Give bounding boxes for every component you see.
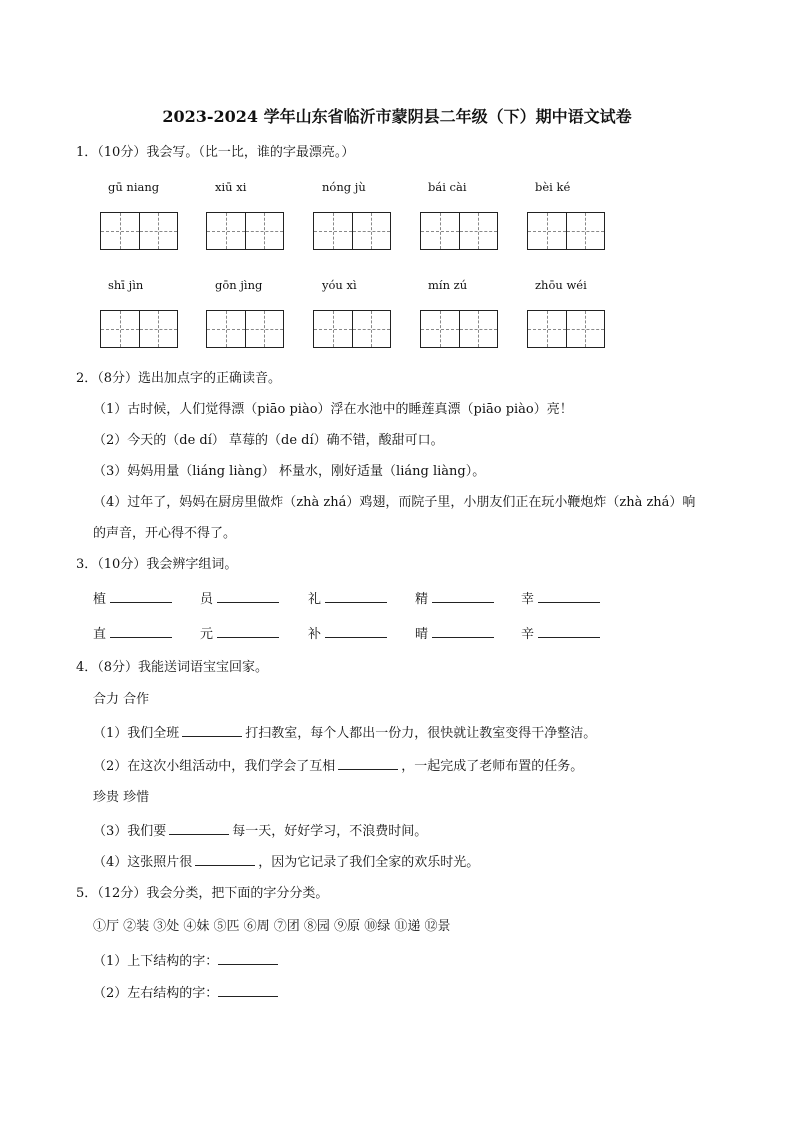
q4-item [93, 822, 427, 841]
char-blank-item[interactable] [521, 590, 600, 609]
char: 补 [308, 627, 322, 642]
q5-item [93, 984, 278, 1003]
q4-item-text: 打扫教室，每个人都出一份力，很快就让教室变得干净整洁。 [245, 726, 597, 741]
pinyin: zhōu wéi [535, 278, 587, 292]
char-blank-item[interactable] [93, 625, 172, 644]
page-title: 2023-2024 学年山东省临沂市蒙阴县二年级（下）期中语文试卷 [162, 107, 632, 126]
char: 元 [200, 627, 214, 642]
pinyin: mín zú [428, 278, 468, 292]
q4-item-text: （3）我们要 [93, 824, 167, 839]
q2-item-cont: 的声音，开心得不得了。 [93, 526, 237, 541]
q2-item: （2）今天的（de dí） 草莓的（de dí）确不错，酸甜可口。 [93, 433, 444, 448]
q2-item: （4）过年了，妈妈在厨房里做炸（zhà zhá）鸡翅，而院子里，小朋友们正在玩小鞭炮炸（zhà zhá）响 [93, 495, 696, 510]
pinyin: gū niang [108, 180, 160, 194]
answer-blank[interactable] [432, 625, 494, 638]
answer-blank[interactable] [217, 625, 279, 638]
q4-item-text: （2）在这次小组活动中，我们学会了互相 [93, 759, 336, 774]
word-choices: 珍贵 珍惜 [93, 790, 150, 805]
writing-grid[interactable] [420, 310, 498, 348]
writing-grid[interactable] [420, 212, 498, 250]
char-blank-item[interactable] [415, 625, 494, 644]
answer-blank[interactable] [338, 757, 398, 770]
answer-blank[interactable] [195, 853, 255, 866]
pinyin: shī jìn [108, 278, 144, 292]
q4-item-text: 每一天，好好学习，不浪费时间。 [232, 824, 428, 839]
q4-heading: 4．（8分）我能送词语宝宝回家。 [76, 660, 269, 675]
char: 幸 [521, 592, 535, 607]
answer-blank[interactable] [110, 625, 172, 638]
q4-item-text: （4）这张照片很 [93, 855, 193, 870]
answer-blank[interactable] [538, 625, 600, 638]
writing-grid[interactable] [206, 310, 284, 348]
writing-grid[interactable] [206, 212, 284, 250]
pinyin: yóu xì [322, 278, 357, 292]
char: 辛 [521, 627, 535, 642]
q2-item: （1）古时候，人们觉得漂（piāo piào）浮在水池中的睡莲真漂（piāo piào）亮！ [93, 402, 573, 417]
writing-grid[interactable] [527, 212, 605, 250]
answer-blank[interactable] [182, 724, 242, 737]
q2-heading: 2．（8分）选出加点字的正确读音。 [76, 371, 282, 386]
char-blank-item[interactable] [200, 590, 279, 609]
pinyin: xiū xi [215, 180, 247, 194]
char-blank-item[interactable] [308, 625, 387, 644]
char-blank-item[interactable] [200, 625, 279, 644]
char-blank-item[interactable] [93, 590, 172, 609]
char: 植 [93, 592, 107, 607]
q4-item [93, 724, 596, 743]
answer-blank[interactable] [432, 590, 494, 603]
q5-item-label: （1）上下结构的字： [93, 954, 219, 969]
writing-grid[interactable] [100, 310, 178, 348]
q4-item-text: （1）我们全班 [93, 726, 180, 741]
q4-item-text: ，一起完成了老师布置的任务。 [401, 759, 584, 774]
writing-grid[interactable] [527, 310, 605, 348]
q1-heading: 1．（10分）我会写。（比一比，谁的字最漂亮。） [76, 145, 355, 160]
char: 精 [415, 592, 429, 607]
char-list: ①厅 ②装 ③处 ④妹 ⑤匹 ⑥周 ⑦团 ⑧园 ⑨原 ⑩绿 ⑪递 ⑫景 [93, 919, 451, 934]
answer-blank[interactable] [538, 590, 600, 603]
q5-heading: 5．（12分）我会分类，把下面的字分分类。 [76, 886, 329, 901]
answer-blank[interactable] [325, 590, 387, 603]
answer-blank[interactable] [218, 952, 278, 965]
answer-blank[interactable] [325, 625, 387, 638]
char-blank-item[interactable] [308, 590, 387, 609]
writing-grid[interactable] [100, 212, 178, 250]
answer-blank[interactable] [169, 822, 229, 835]
char-blank-item[interactable] [521, 625, 600, 644]
q5-item-label: （2）左右结构的字： [93, 986, 219, 1001]
q4-item [93, 757, 583, 776]
q3-heading: 3．（10分）我会辨字组词。 [76, 557, 238, 572]
char: 员 [200, 592, 214, 607]
pinyin: bèi ké [535, 180, 571, 194]
char-blank-item[interactable] [415, 590, 494, 609]
char: 晴 [415, 627, 429, 642]
char: 礼 [308, 592, 322, 607]
answer-blank[interactable] [218, 984, 278, 997]
q5-item [93, 952, 278, 971]
char: 直 [93, 627, 107, 642]
pinyin: gōn jìng [215, 278, 263, 292]
pinyin: nóng jù [322, 180, 366, 194]
q2-item: （3）妈妈用量（liáng liàng） 杯量水，刚好适量（liáng liàng）。 [93, 464, 486, 479]
q4-item-text: ，因为它记录了我们全家的欢乐时光。 [258, 855, 480, 870]
writing-grid[interactable] [313, 310, 391, 348]
q4-item [93, 853, 479, 872]
answer-blank[interactable] [217, 590, 279, 603]
writing-grid[interactable] [313, 212, 391, 250]
pinyin: bái cài [428, 180, 467, 194]
word-choices: 合力 合作 [93, 692, 150, 707]
answer-blank[interactable] [110, 590, 172, 603]
